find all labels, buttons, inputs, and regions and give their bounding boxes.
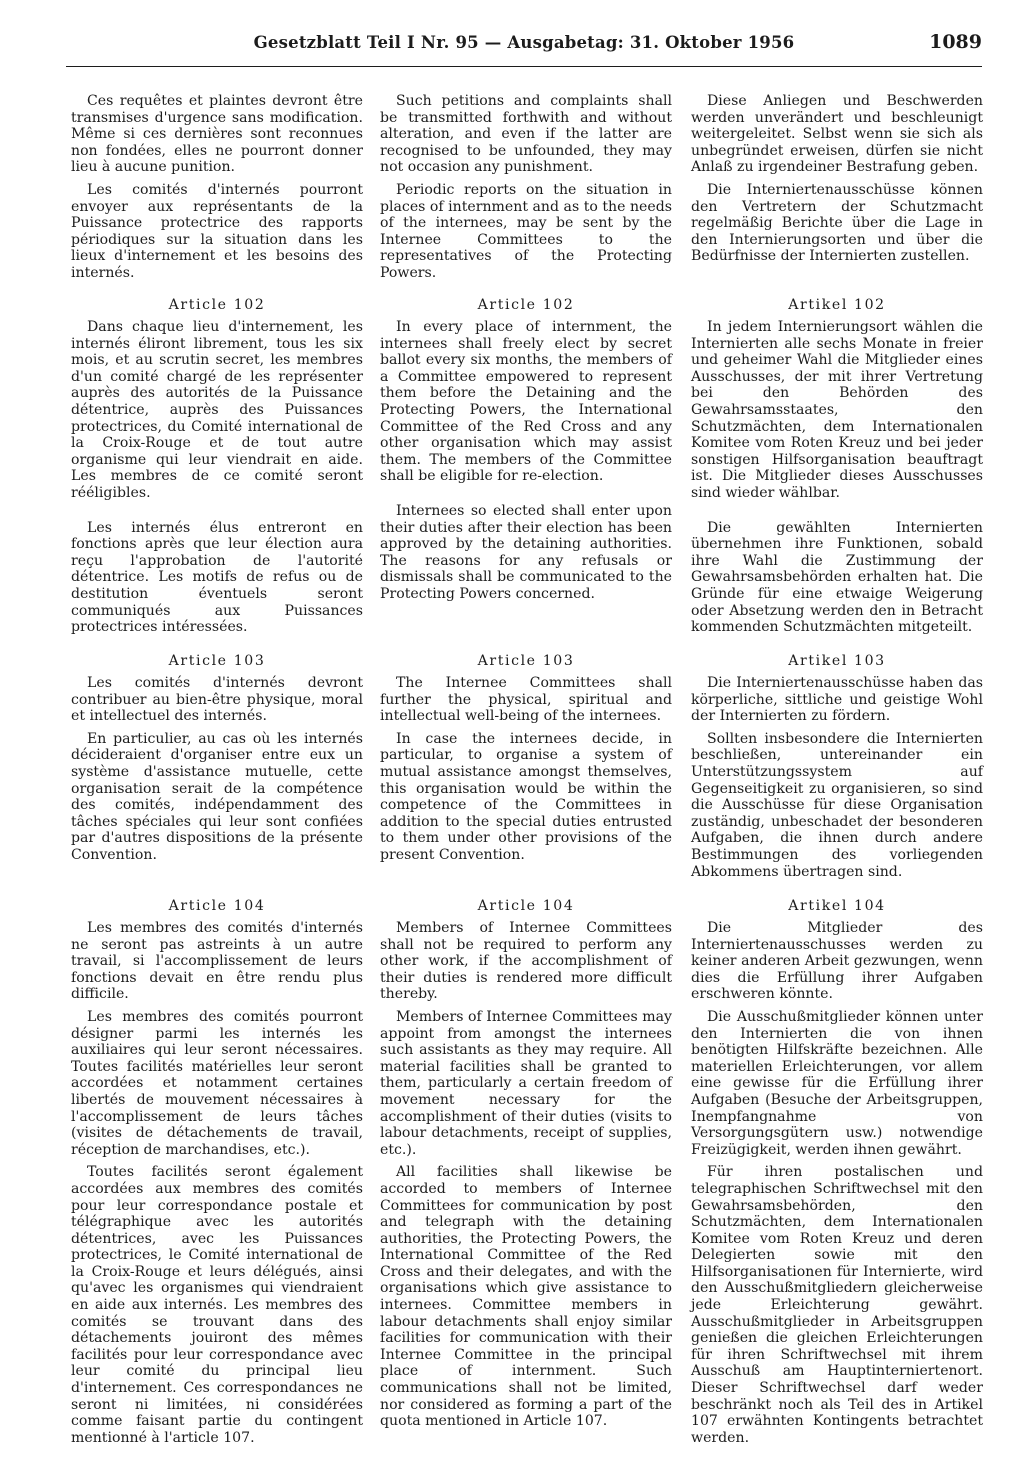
paragraph: Members of Internee Committees may appoint from amongst the internees such assistants as they may require. All material facilities shall be granted to them, particularly a certain freedom of movement necessary for the accomplishment of their duties (visits to labour detachments, receipt of supplies, etc.). [380,1008,672,1158]
german-article-103 [691,653,983,886]
paragraph: Members of Internee Committees shall not be required to perform any other work, if the accomplishment of their duties is rendered more difficult thereby. [380,920,672,1003]
article-heading: Article 102 [168,297,266,313]
paragraph: Les membres des comités pourront désigner parmi les internés les auxiliaires qui leur seront nécessaires. Toutes facilités matérielles leur seront accordées et notamment certaines libertés de mouvement nécessaires à l'accomplissement de leurs tâches (visites de détachements de travail, réception de marchandises, etc.). [71,1008,363,1158]
article-heading: Artikel 103 [788,653,886,669]
article-heading: Artikel 102 [788,297,886,313]
paragraph: In every place of internment, the internees shall freely elect by secret ballot every six months, the members of a Committee empowered to represent them before the Detaining and the Protecting Powers, the International Committee of the Red Cross and any other organisation which may assist them. The members of the Committee shall be eligible for re-election. [380,319,672,485]
french-intro [71,93,363,288]
english-article-102 [380,297,672,609]
paragraph: Für ihren postalischen und telegraphischen Schriftwechsel mit den Gewahrsamsbehörden, den Schutzmächten, dem Internationalen Komitee vom Roten Kreuz und deren Delegierten sowie mit den Hilfsorganisationen für Internierte, wird den Ausschußmitgliedern gleicherweise jede Erleichterung gewährt. Ausschußmitglieder in Arbeitsgruppen genießen die gleichen Erleichterungen für ihren Schriftwechsel mit ihrem Ausschuß am Hauptinterniertenort. Dieser Schriftwechsel darf weder beschränkt noch als Teil des in Artikel 107 erwähnten Kontingents betrachtet werden. [691,1164,983,1446]
article-heading: Artikel 104 [788,898,886,914]
paragraph: Dans chaque lieu d'internement, les internés éliront librement, tous les six mois, et au scrutin secret, les membres d'un comité chargé de les représenter auprès des autorités de la Puissance détentrice, auprès des Puissances protectrices, du Comité international de la Croix-Rouge et de tout autre organisme qui leur viendrait en aide. Les membres de ce comité seront rééligibles. [71,319,363,501]
page-header [66,30,982,56]
paragraph: Les membres des comités d'internés ne seront pas astreints à un autre travail, si l'accomplissement de leurs fonctions devait en être rendu plus difficile. [71,920,363,1003]
paragraph: Die Ausschußmitglieder können unter den Internierten die von ihnen benötigten Hilfskräfte bezeichnen. Alle materiellen Erleichterungen, vor allem eine gewisse für die Erfüllung ihrer Aufgaben (Besuche der Arbeitsgruppen, Inempfangnahme von Versorgungsgütern usw.) notwendige Freizügigkeit, werden ihnen gewährt. [691,1008,983,1158]
english-intro [380,93,672,288]
paragraph: Such petitions and complaints shall be transmitted forthwith and without alteration, and even if the latter are recognised to be unfounded, they may not occasion any punishment. [380,93,672,176]
column-french [71,93,363,1446]
paragraph: In case the internees decide, in particular, to organise a system of mutual assistance amongst themselves, this organisation would be within the competence of the Committees in addition to the special duties entrusted to them under other provisions of the present Convention. [380,730,672,863]
paragraph: Les internés élus entreront en fonctions après que leur élection aura reçu l'approbation de l'autorité détentrice. Les motifs de refus ou de destitution éventuels seront communiqués aux Puissances protectrices intéressées. [71,519,363,636]
paragraph: En particulier, au cas où les internés décideraient d'organiser entre eux un système d'assistance mutuelle, cette organisation serait de la compétence des comités, indépendamment des tâches spéciales qui leur sont confiées par d'autres dispositions de la présente Convention. [71,730,363,863]
french-article-102 [71,297,363,642]
paragraph: Die Interniertenausschüsse haben das körperliche, sittliche und geistige Wohl der Internierten zu fördern. [691,675,983,725]
paragraph: Les comités d'internés pourront envoyer aux représentants de la Puissance protectrice des rapports périodiques sur la situation dans les lieux d'internement et les besoins des internés. [71,181,363,281]
column-english [380,93,672,1443]
paragraph: Die gewählten Internierten übernehmen ihre Funktionen, sobald ihre Wahl die Zustimmung der Gewahrsamsbehörden erhalten hat. Die Gründe für eine etwaige Weigerung oder Absetzung werden den in Betracht kommenden Schutzmächten mitgeteilt. [691,519,983,636]
header-rule [66,66,982,67]
paragraph: Diese Anliegen und Beschwerden werden unverändert und beschleunigt weitergeleitet. Selbst wenn sie sich als unbegründet erweisen, dürfen sie nicht Anlaß zu irgendeiner Bestrafung geben. [691,93,983,176]
paragraph: Sollten insbesondere die Internierten beschließen, untereinander ein Unterstützungssystem auf Gegenseitigkeit zu organisieren, so sind die Ausschüsse für diese Organisation zuständig, unbeschadet der besonderen Aufgaben, die ihnen durch andere Bestimmungen des vorliegenden Abkommens übertragen sind. [691,730,983,880]
paragraph: Les comités d'internés devront contribuer au bien-être physique, moral et intellectuel des internés. [71,675,363,725]
paragraph: All facilities shall likewise be accorded to members of Internee Committees for communication by post and telegraph with the detaining authorities, the Protecting Powers, the International Committee of the Red Cross and their delegates, and with the organisations which give assistance to internees. Committee members in labour detachments shall enjoy similar facilities for communication with their Internee Committee in the principal place of internment. Such communications shall not be limited, nor considered as forming a part of the quota mentioned in Article 107. [380,1164,672,1430]
english-article-103 [380,653,672,870]
header-title: Gesetzblatt Teil I Nr. 95 — Ausgabetag: 31. Oktober 1956 [253,33,795,52]
german-article-104 [691,898,983,1452]
paragraph: Toutes facilités seront également accordées aux membres des comités pour leur correspondance postale et télégraphique avec les autorités détentrices, avec les Puissances protectrices, le Comité international de la Croix-Rouge et leurs délégués, ainsi qu'avec les organismes qui viendraient en aide aux internés. Les membres des comités se trouvant dans des détachements jouiront des mêmes facilités pour leur correspondance avec leur comité du principal lieu d'internement. Ces correspondances ne seront ni limitées, ni considérées comme faisant partie du contingent mentionné à l'article 107. [71,1164,363,1446]
paragraph: Die Interniertenausschüsse können den Vertretern der Schutzmacht regelmäßig Berichte über die Lage in den Internierungsorten und über die Bedürfnisse der Internierten zustellen. [691,181,983,265]
article-heading: Article 103 [477,653,575,669]
article-heading: Article 104 [477,898,575,914]
article-heading: Article 104 [168,898,266,914]
article-heading: Article 103 [168,653,266,669]
paragraph: Die Mitglieder des Interniertenausschusses werden zu keiner anderen Arbeit gezwungen, wenn dies die Erfüllung ihrer Aufgaben erschweren könnte. [691,920,983,1003]
paragraph: Ces requêtes et plaintes devront être transmises d'urgence sans modification. Même si ces dernières sont reconnues non fondées, elles ne pourront donner lieu à aucune punition. [71,93,363,176]
english-article-104 [380,898,672,1436]
french-article-104 [71,898,363,1452]
column-german [691,93,983,1446]
paragraph: In jedem Internierungsort wählen die Internierten alle sechs Monate in freier und geheimer Wahl die Mitglieder eines Ausschusses, der mit ihrer Vertretung bei den Behörden des Gewahrsamsstaates, den Schutzmächten, dem Internationalen Komitee vom Roten Kreuz und bei jeder sonstigen Hilfsorganisation beauftragt ist. Die Mitglieder dieses Ausschusses sind wieder wählbar. [691,319,983,501]
page-number: 1089 [929,31,982,53]
paragraph: Internees so elected shall enter upon their duties after their election has been approved by the detaining authorities. The reasons for any refusals or dismissals shall be communicated to the Protecting Powers concerned. [380,502,672,602]
article-heading: Article 102 [477,297,575,313]
german-article-102 [691,297,983,642]
german-intro [691,93,983,271]
french-article-103 [71,653,363,870]
paragraph: Periodic reports on the situation in places of internment and as to the needs of the internees, may be sent by the Internee Committees to the representatives of the Protecting Powers. [380,181,672,281]
paragraph: The Internee Committees shall further the physical, spiritual and intellectual well-being of the internees. [380,675,672,725]
